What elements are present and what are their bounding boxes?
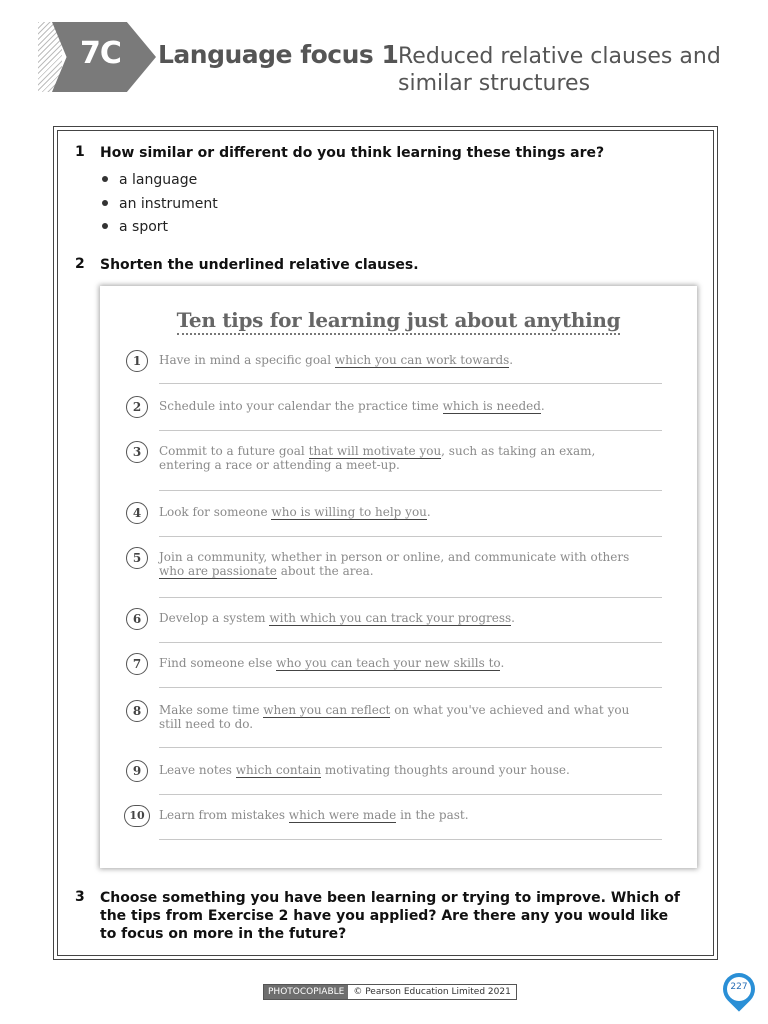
unit-code: 7C (80, 36, 121, 71)
answer-line[interactable] (159, 747, 662, 748)
underlined-clause: which is needed (442, 399, 541, 413)
underlined-clause: that will motivate you (308, 444, 442, 458)
underlined-clause: who you can teach your new skills to (276, 656, 501, 670)
tip-text: Develop a system with which you can track your progress. (159, 611, 515, 625)
tip-text: Make some time when you can reflect on what you've achieved and what you still need to do. (159, 703, 630, 731)
tips-card (100, 286, 697, 868)
question-text: Choose something you have been learning or trying to improve. Which of the tips from Exercise 2 have you applied? Are there any you would like to focus on more in the future? (100, 890, 680, 942)
underlined-clause: which you can work towards (334, 353, 510, 367)
tip-text: Look for someone who is willing to help you. (159, 505, 431, 519)
underlined-clause: when you can reflect (263, 703, 391, 717)
question-2 (75, 256, 675, 276)
bullet-icon (102, 223, 108, 229)
tip-number-badge: 3 (126, 441, 148, 463)
answer-line[interactable] (159, 430, 662, 431)
page-number: 227 (730, 982, 748, 992)
question-text: How similar or different do you think learning these things are? (100, 145, 605, 161)
tip-number-badge: 5 (126, 547, 148, 569)
bullet-icon (102, 176, 108, 182)
question-number: 2 (75, 256, 85, 272)
underlined-clause: which were made (288, 808, 397, 822)
underlined-clause: with which you can track your progress (269, 611, 512, 625)
tip-text: Commit to a future goal that will motivate you, such as taking an exam, entering a race or attending a meet-up. (159, 444, 596, 472)
question-text: Shorten the underlined relative clauses. (100, 257, 419, 273)
question-3 (75, 889, 680, 945)
tip-number-badge: 6 (126, 608, 148, 630)
tip-number-badge: 1 (126, 350, 148, 372)
tip-text: Learn from mistakes which were made in the past. (159, 808, 469, 822)
unit-badge (38, 22, 158, 92)
underlined-clause: who is willing to help you (271, 505, 427, 519)
question-1 (75, 144, 675, 164)
answer-line[interactable] (159, 490, 662, 491)
tip-number-badge: 4 (126, 502, 148, 524)
answer-line[interactable] (159, 536, 662, 537)
underlined-clause: who are passionate (159, 564, 277, 578)
answer-line[interactable] (159, 383, 662, 384)
tip-text: Have in mind a specific goal which you can work towards. (159, 353, 514, 367)
photocopiable-label: PHOTOCOPIABLE (264, 985, 348, 999)
tip-text: Schedule into your calendar the practice time which is needed. (159, 399, 545, 413)
tip-text: Find someone else who you can teach your new skills to. (159, 656, 505, 670)
tip-number-badge: 2 (126, 396, 148, 418)
copyright-text: © Pearson Education Limited 2021 (353, 987, 511, 997)
answer-line[interactable] (159, 642, 662, 643)
page-title: Language focus 1 (158, 40, 399, 69)
copyright-footer (263, 984, 517, 1000)
page-subtitle: Reduced relative clauses and similar structures (398, 44, 721, 96)
tip-text: Join a community, whether in person or online, and communicate with others who are passionate about the area. (159, 550, 630, 578)
answer-line[interactable] (159, 597, 662, 598)
tip-number-badge: 7 (126, 653, 148, 675)
list-item: a language (100, 170, 218, 194)
underlined-clause: which contain (235, 763, 322, 777)
answer-line[interactable] (159, 839, 662, 840)
tip-number-badge: 9 (126, 760, 148, 782)
question-1-bullet-list (100, 170, 218, 241)
question-number: 1 (75, 144, 85, 160)
tip-number-badge: 8 (126, 700, 148, 722)
bullet-icon (102, 200, 108, 206)
tips-card-title: Ten tips for learning just about anything (100, 308, 697, 332)
tip-number-badge: 10 (124, 805, 150, 827)
answer-line[interactable] (159, 794, 662, 795)
page-number-pin (721, 973, 757, 1009)
answer-line[interactable] (159, 687, 662, 688)
list-item: an instrument (100, 194, 218, 218)
tip-text: Leave notes which contain motivating thoughts around your house. (159, 763, 570, 777)
list-item: a sport (100, 217, 218, 241)
question-number: 3 (75, 889, 85, 905)
